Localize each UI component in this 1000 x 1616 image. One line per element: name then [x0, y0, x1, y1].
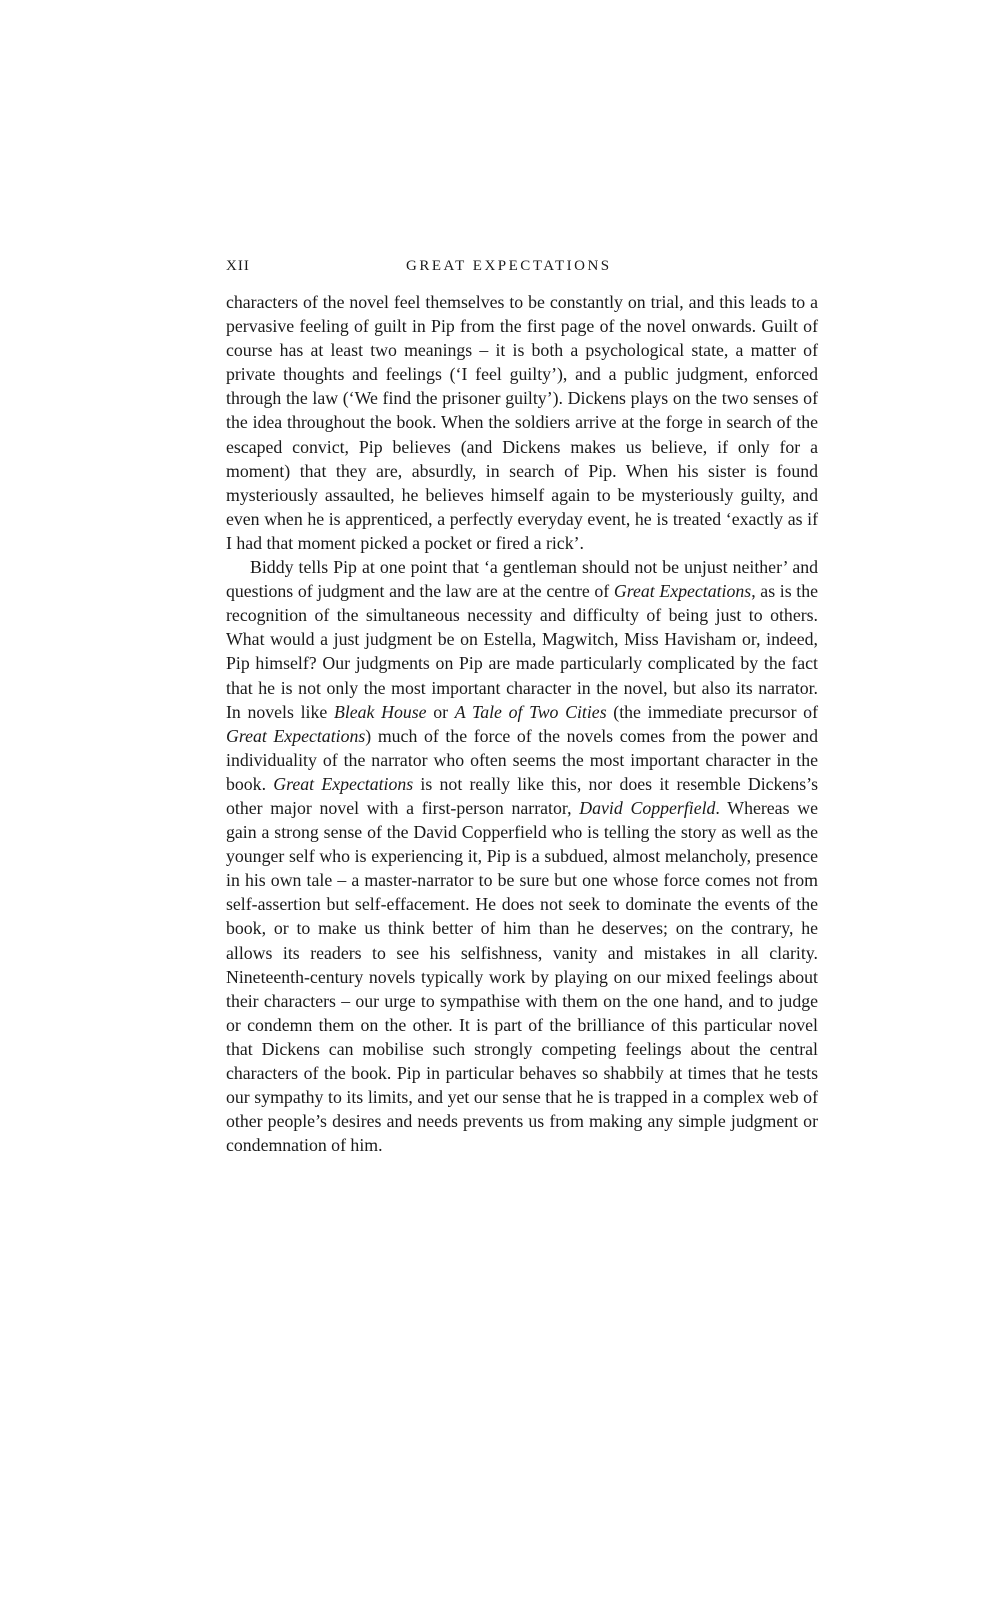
- book-title-italic: Bleak House: [333, 701, 427, 722]
- paragraph-2-text: is not really like this, nor does it resemble Dickens’s other major novel with a first-person narrator,: [226, 773, 819, 818]
- book-title-italic: Great Expectations: [613, 581, 752, 602]
- book-title-italic: Great Expectations: [273, 773, 414, 794]
- paragraph-2-text: Biddy tells Pip at one point that ‘a gentleman should not be unjust neither’ and questions of judgment and the law are at the centre of: [226, 557, 818, 602]
- paragraph-2-text: or: [426, 701, 455, 722]
- paragraph-2-text: (the immediate precursor of: [606, 701, 818, 722]
- paragraph-2: [226, 555, 818, 1157]
- book-title-italic: A Tale of Two Cities: [454, 701, 607, 722]
- paragraph-1: characters of the novel feel themselves to be constantly on trial, and this leads to a pervasive feeling of guilt in Pip from the first page of the novel onwards. Guilt of course has at least two meanings – it is both a psychological state, a matter of private thoughts and feelings (‘I feel guilty’), and a public judgment, enforced through the law (‘We find the prisoner guilty’). Dickens plays on the two senses of the idea throughout the book. When the soldiers arrive at the forge in search of the escaped convict, Pip believes (and Dickens makes us believe, if only for a moment) that they are, absurdly, in search of Pip. When his sister is found mysteriously assaulted, he believes himself again to be mysteriously guilty, and even when he is apprenticed, a perfectly everyday event, he is treated ‘exactly as if I had that moment picked a pocket or fired a rick’.: [226, 292, 818, 553]
- running-head: [226, 258, 818, 282]
- book-title-italic: Great Expectations: [226, 725, 366, 746]
- paragraph-2-text: . Whereas we gain a strong sense of the David Copperfield who is telling the story as well as the younger self who is experiencing it, Pip is a subdued, almost melancholy, presence in his own tale – a master-narrator to be sure but one whose force comes not from self-assertion but self-effacement. He does not seek to dominate the events of the book, or to make us think better of him than he deserves; on the contrary, he allows its readers to see his selfishness, vanity and mistakes in all clarity. Nineteenth-century novels typically work by playing on our mixed feelings about their characters – our urge to sympathise with them on the one hand, and to judge or condemn them on the other. It is part of the brilliance of this particular novel that Dickens can mobilise such strongly competing feelings about the central characters of the book. Pip in particular behaves so shabbily at times that he tests our sympathy to its limits, and yet our sense that he is trapped in a complex web of other people’s desires and needs prevents us from making any simple judgment or condemnation of him.: [226, 797, 818, 1156]
- running-title: GREAT EXPECTATIONS: [406, 258, 612, 274]
- paragraph-2-text: ) much of the force of the novels comes from the power and individuality of the narrator who often seems the most important character in the book.: [226, 725, 818, 794]
- body-text: [226, 290, 818, 1157]
- paragraph-2-text: , as is the recognition of the simultaneous necessity and difficulty of being just to others. What would a just judgment be on Estella, Magwitch, Miss Havisham or, indeed, Pip himself? Our judgments on Pip are made particularly complicated by the fact that he is not only the most important character in the novel, but also its narrator. In novels like: [226, 581, 818, 722]
- book-title-italic: David Copperfield: [579, 797, 716, 818]
- page-number: XII: [226, 258, 250, 274]
